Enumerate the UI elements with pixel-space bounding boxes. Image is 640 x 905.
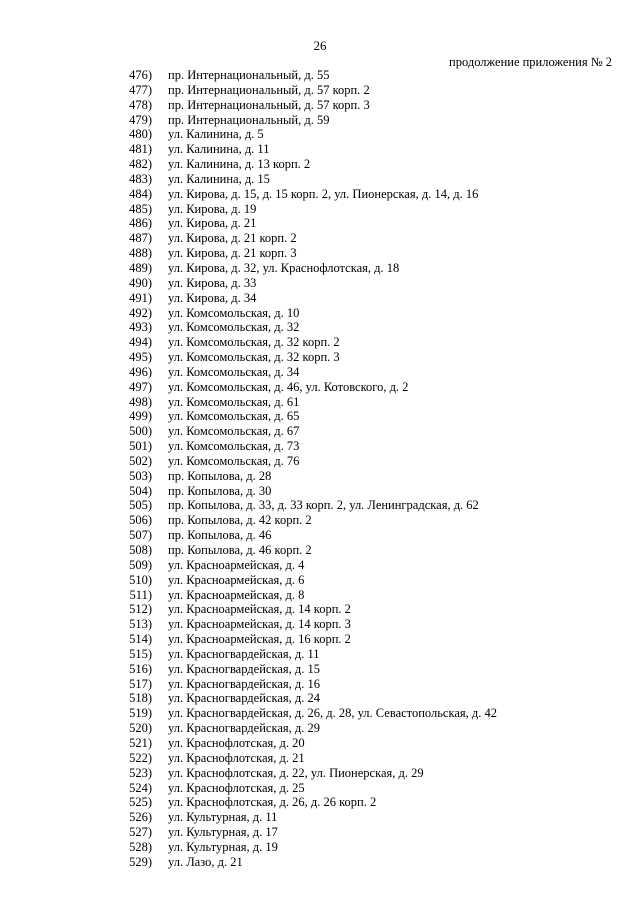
entry-address: ул. Красноармейская, д. 16 корп. 2	[168, 632, 351, 647]
entry-address: ул. Культурная, д. 17	[168, 825, 278, 840]
entry-number: 501)	[129, 439, 152, 454]
entry-number: 506)	[129, 513, 152, 528]
list-item	[0, 306, 640, 321]
list-item	[0, 543, 640, 558]
entry-number: 492)	[129, 305, 152, 320]
entry-number: 496)	[129, 364, 152, 379]
list-item	[0, 113, 640, 128]
list-item	[0, 98, 640, 113]
list-item	[0, 647, 640, 662]
entry-number: 511)	[129, 587, 152, 602]
entry-number: 502)	[129, 453, 152, 468]
entry-address: ул. Комсомольская, д. 46, ул. Котовского, д. 2	[168, 379, 409, 394]
list-item	[0, 766, 640, 781]
entry-number: 485)	[129, 201, 152, 216]
entry-number: 477)	[129, 82, 152, 97]
entry-address: ул. Красноармейская, д. 6	[168, 572, 305, 587]
entry-address: ул. Кирова, д. 19	[168, 201, 257, 216]
list-item	[0, 424, 640, 439]
entry-number: 491)	[129, 290, 152, 305]
entry-number: 508)	[129, 543, 152, 557]
entry-address: ул. Красногвардейская, д. 15	[168, 661, 320, 676]
entry-number: 525)	[129, 795, 152, 810]
list-item	[0, 187, 640, 202]
entry-number: 495)	[129, 350, 152, 365]
list-item	[0, 127, 640, 142]
list-item	[0, 573, 640, 588]
list-item	[0, 142, 640, 157]
entry-number: 500)	[129, 424, 152, 439]
entry-address: ул. Калинина, д. 13 корп. 2	[168, 157, 311, 172]
entry-address: пр. Копылова, д. 46 корп. 2	[168, 543, 312, 557]
list-item	[0, 691, 640, 706]
list-item	[0, 484, 640, 499]
entry-number: 476)	[129, 68, 152, 82]
entry-address: пр. Копылова, д. 33, д. 33 корп. 2, ул. Ленинградская, д. 62	[168, 498, 479, 513]
entry-number: 526)	[129, 810, 152, 825]
entry-number: 517)	[129, 676, 152, 691]
entry-address: ул. Красноармейская, д. 14 корп. 2	[168, 602, 351, 617]
entry-address: ул. Красногвардейская, д. 26, д. 28, ул. Севастопольская, д. 42	[168, 706, 498, 721]
entry-number: 527)	[129, 825, 152, 840]
list-item	[0, 795, 640, 810]
list-item	[0, 454, 640, 469]
entry-address: пр. Интернациональный, д. 57 корп. 3	[168, 97, 370, 112]
entry-number: 486)	[129, 216, 152, 231]
entry-address: пр. Копылова, д. 30	[168, 483, 272, 498]
list-item	[0, 825, 640, 840]
entry-number: 512)	[129, 602, 152, 617]
entry-number: 522)	[129, 750, 152, 765]
list-item	[0, 498, 640, 513]
entry-number: 489)	[129, 260, 152, 275]
list-item	[0, 83, 640, 98]
entry-number: 482)	[129, 157, 152, 172]
entry-address: пр. Интернациональный, д. 57 корп. 2	[168, 82, 370, 97]
entry-address: ул. Красногвардейская, д. 16	[168, 676, 320, 691]
list-item	[0, 855, 640, 870]
entry-number: 480)	[129, 127, 152, 142]
entry-address: ул. Красногвардейская, д. 24	[168, 691, 320, 706]
entry-number: 507)	[129, 528, 152, 543]
entry-address: ул. Комсомольская, д. 34	[168, 364, 300, 379]
appendix-continuation-note: продолжение приложения № 2	[449, 55, 612, 69]
entry-number: 521)	[129, 735, 152, 750]
list-item	[0, 677, 640, 692]
entry-number: 493)	[129, 320, 152, 335]
list-item	[0, 632, 640, 647]
list-item	[0, 588, 640, 603]
entry-address: ул. Калинина, д. 5	[168, 127, 264, 142]
entry-address: ул. Комсомольская, д. 73	[168, 439, 300, 454]
list-item	[0, 662, 640, 677]
entry-number: 509)	[129, 557, 152, 572]
list-item	[0, 469, 640, 484]
entry-address: ул. Лазо, д. 21	[168, 854, 243, 869]
entry-number: 487)	[129, 231, 152, 246]
list-item	[0, 617, 640, 632]
address-list	[0, 68, 640, 870]
list-item	[0, 751, 640, 766]
entry-number: 523)	[129, 765, 152, 780]
list-item	[0, 231, 640, 246]
entry-address: ул. Комсомольская, д. 67	[168, 424, 300, 439]
list-item	[0, 736, 640, 751]
entry-number: 484)	[129, 186, 152, 201]
entry-number: 505)	[129, 498, 152, 513]
list-item	[0, 68, 640, 83]
entry-number: 497)	[129, 379, 152, 394]
entry-address: ул. Комсомольская, д. 65	[168, 409, 300, 424]
list-item	[0, 320, 640, 335]
entry-address: ул. Кирова, д. 21	[168, 216, 257, 231]
entry-number: 498)	[129, 394, 152, 409]
entry-number: 481)	[129, 142, 152, 157]
entry-address: ул. Красногвардейская, д. 29	[168, 721, 320, 736]
entry-address: ул. Кирова, д. 33	[168, 275, 257, 290]
entry-address: ул. Кирова, д. 32, ул. Краснофлотская, д. 18	[168, 260, 400, 275]
list-item	[0, 157, 640, 172]
entry-address: ул. Культурная, д. 19	[168, 839, 278, 854]
list-item	[0, 439, 640, 454]
entry-number: 504)	[129, 483, 152, 498]
entry-number: 513)	[129, 617, 152, 632]
entry-address: ул. Комсомольская, д. 10	[168, 305, 300, 320]
entry-address: ул. Красноармейская, д. 8	[168, 587, 305, 602]
entry-address: пр. Интернациональный, д. 59	[168, 112, 330, 127]
entry-address: ул. Кирова, д. 15, д. 15 корп. 2, ул. Пионерская, д. 14, д. 16	[168, 186, 479, 201]
entry-number: 490)	[129, 275, 152, 290]
list-item	[0, 172, 640, 187]
list-item	[0, 291, 640, 306]
entry-address: ул. Красногвардейская, д. 11	[168, 646, 320, 661]
entry-address: ул. Краснофлотская, д. 26, д. 26 корп. 2	[168, 795, 377, 810]
entry-address: ул. Культурная, д. 11	[168, 810, 278, 825]
entry-number: 499)	[129, 409, 152, 424]
entry-address: ул. Комсомольская, д. 76	[168, 453, 300, 468]
entry-address: ул. Кирова, д. 34	[168, 290, 257, 305]
list-item	[0, 840, 640, 855]
list-item	[0, 513, 640, 528]
list-item	[0, 706, 640, 721]
list-item	[0, 781, 640, 796]
list-item	[0, 558, 640, 573]
page-number: 26	[313, 38, 327, 53]
list-item	[0, 810, 640, 825]
entry-address: ул. Краснофлотская, д. 20	[168, 735, 305, 750]
entry-address: ул. Кирова, д. 21 корп. 3	[168, 246, 297, 261]
list-item	[0, 350, 640, 365]
entry-address: ул. Краснофлотская, д. 21	[168, 750, 305, 765]
entry-address: пр. Копылова, д. 42 корп. 2	[168, 513, 312, 528]
entry-number: 518)	[129, 691, 152, 706]
entry-number: 515)	[129, 646, 152, 661]
list-item	[0, 395, 640, 410]
entry-address: ул. Комсомольская, д. 61	[168, 394, 300, 409]
list-item	[0, 202, 640, 217]
list-item	[0, 261, 640, 276]
entry-address: ул. Краснофлотская, д. 22, ул. Пионерская, д. 29	[168, 765, 424, 780]
entry-number: 529)	[129, 854, 152, 869]
list-item	[0, 409, 640, 424]
entry-number: 520)	[129, 721, 152, 736]
entry-number: 479)	[129, 112, 152, 127]
list-item	[0, 528, 640, 543]
entry-address: ул. Красноармейская, д. 14 корп. 3	[168, 617, 351, 632]
entry-number: 488)	[129, 246, 152, 261]
entry-number: 478)	[129, 97, 152, 112]
list-item	[0, 276, 640, 291]
entry-address: ул. Комсомольская, д. 32 корп. 3	[168, 350, 340, 365]
list-item	[0, 380, 640, 395]
list-item	[0, 216, 640, 231]
entry-number: 503)	[129, 468, 152, 483]
list-item	[0, 365, 640, 380]
entry-address: ул. Краснофлотская, д. 25	[168, 780, 305, 795]
entry-number: 528)	[129, 839, 152, 854]
list-item	[0, 602, 640, 617]
entry-address: ул. Калинина, д. 11	[168, 142, 270, 157]
entry-address: ул. Кирова, д. 21 корп. 2	[168, 231, 297, 246]
entry-address: пр. Интернациональный, д. 55	[168, 68, 330, 82]
entry-address: ул. Калинина, д. 15	[168, 171, 270, 186]
entry-number: 516)	[129, 661, 152, 676]
entry-address: ул. Комсомольская, д. 32	[168, 320, 300, 335]
entry-number: 514)	[129, 632, 152, 647]
entry-number: 524)	[129, 780, 152, 795]
list-item	[0, 246, 640, 261]
entry-number: 510)	[129, 572, 152, 587]
entry-address: пр. Копылова, д. 28	[168, 468, 272, 483]
entry-number: 519)	[129, 706, 152, 721]
list-item	[0, 721, 640, 736]
entry-number: 494)	[129, 335, 152, 350]
entry-address: ул. Красноармейская, д. 4	[168, 557, 305, 572]
list-item	[0, 335, 640, 350]
entry-address: ул. Комсомольская, д. 32 корп. 2	[168, 335, 340, 350]
entry-address: пр. Копылова, д. 46	[168, 528, 272, 543]
entry-number: 483)	[129, 171, 152, 186]
